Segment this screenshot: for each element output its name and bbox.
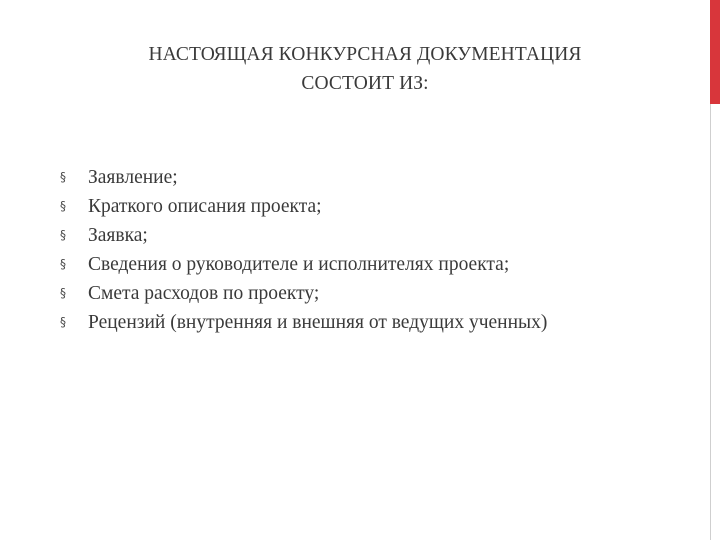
list-item-text: Заявка; (88, 225, 148, 246)
title-line-2: СОСТОИТ ИЗ: (301, 73, 429, 94)
list-item-text: Смета расходов по проекту; (88, 283, 320, 304)
bullet-icon: § (60, 286, 66, 300)
list-item-text: Сведения о руководителе и исполнителях проекта; (88, 254, 510, 275)
list-item-text: Рецензий (внутренняя и внешняя от ведущих ученных) (88, 312, 548, 333)
bullet-icon: § (60, 315, 66, 329)
bullet-icon: § (60, 257, 66, 271)
list-item-text: Краткого описания проекта; (88, 196, 322, 217)
edge-line (710, 104, 711, 540)
title-line-1: НАСТОЯЩАЯ КОНКУРСНАЯ ДОКУМЕНТАЦИЯ (148, 44, 582, 65)
accent-bar (710, 0, 720, 104)
slide-title (70, 40, 660, 98)
bullet-icon: § (60, 170, 66, 184)
bullet-icon: § (60, 199, 66, 213)
bullet-icon: § (60, 228, 66, 242)
list-item-text: Заявление; (88, 167, 178, 188)
